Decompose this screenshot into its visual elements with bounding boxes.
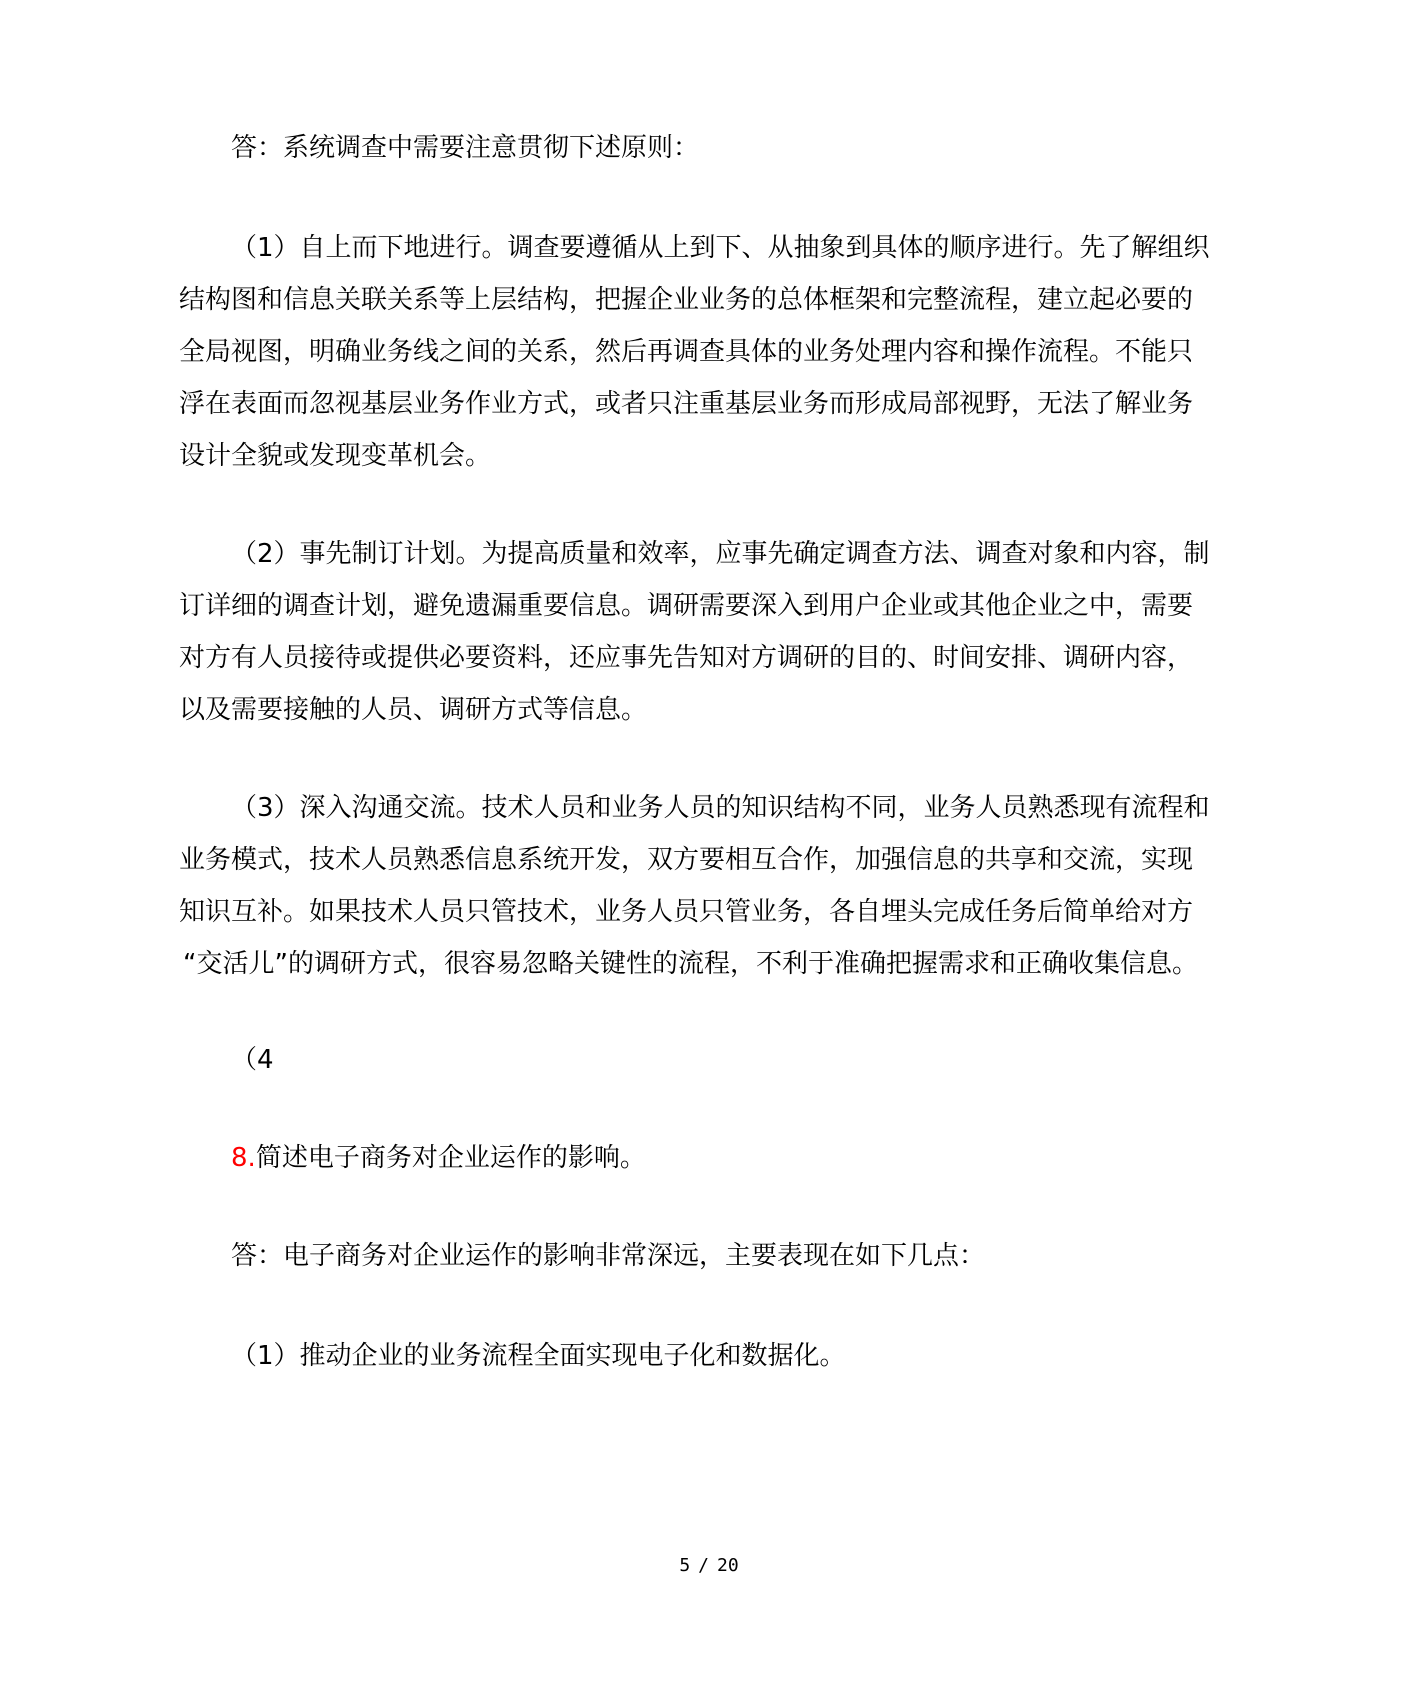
current-page-number: 5: [679, 1555, 691, 1576]
page-footer: [0, 1554, 1418, 1578]
principle-4-line-1: （4: [231, 1045, 274, 1075]
answer-point-1: （1）推动企业的业务流程全面实现电子化和数据化。: [231, 1341, 846, 1371]
question-8: [231, 1142, 646, 1174]
page-separator: /: [698, 1555, 709, 1576]
principle-2-line-3: 对方有人员接待或提供必要资料，还应事先告知对方调研的目的、时间安排、调研内容，: [179, 643, 1194, 673]
principle-1-line-1: （1）自上而下地进行。调查要遵循从上到下、从抽象到具体的顺序进行。先了解组织: [231, 233, 1210, 263]
principle-2-line-4: 以及需要接触的人员、调研方式等信息。: [179, 695, 648, 725]
answer-intro: 答：电子商务对企业运作的影响非常深远，主要表现在如下几点：: [231, 1241, 986, 1271]
principle-3-line-4: “交活儿”的调研方式，很容易忽略关键性的流程，不利于准确把握需求和正确收集信息。: [183, 949, 1198, 979]
total-pages-number: 20: [717, 1555, 739, 1576]
principle-3-line-3: 知识互补。如果技术人员只管技术，业务人员只管业务，各自埋头完成任务后简单给对方: [179, 897, 1194, 927]
principle-1-line-2: 结构图和信息关联关系等上层结构，把握企业业务的总体框架和完整流程，建立起必要的: [179, 285, 1194, 315]
principle-3-line-1: （3）深入沟通交流。技术人员和业务人员的知识结构不同，业务人员熟悉现有流程和: [231, 793, 1210, 823]
question-number: 8.: [231, 1143, 256, 1173]
question-text: 简述电子商务对企业运作的影响。: [255, 1143, 646, 1173]
principle-1-line-4: 浮在表面而忽视基层业务作业方式，或者只注重基层业务而形成局部视野，无法了解业务: [179, 389, 1194, 419]
principle-2-line-1: （2）事先制订计划。为提高质量和效率，应事先确定调查方法、调查对象和内容，制: [231, 539, 1210, 569]
principle-2-line-2: 订详细的调查计划，避免遗漏重要信息。调研需要深入到用户企业或其他企业之中，需要: [179, 591, 1194, 621]
principle-3-line-2: 业务模式，技术人员熟悉信息系统开发，双方要相互合作，加强信息的共享和交流，实现: [179, 845, 1194, 875]
intro-answer: 答：系统调查中需要注意贯彻下述原则：: [231, 133, 700, 163]
principle-1-line-3: 全局视图，明确业务线之间的关系，然后再调查具体的业务处理内容和操作流程。不能只: [179, 337, 1194, 367]
principle-1-line-5: 设计全貌或发现变革机会。: [179, 441, 492, 471]
